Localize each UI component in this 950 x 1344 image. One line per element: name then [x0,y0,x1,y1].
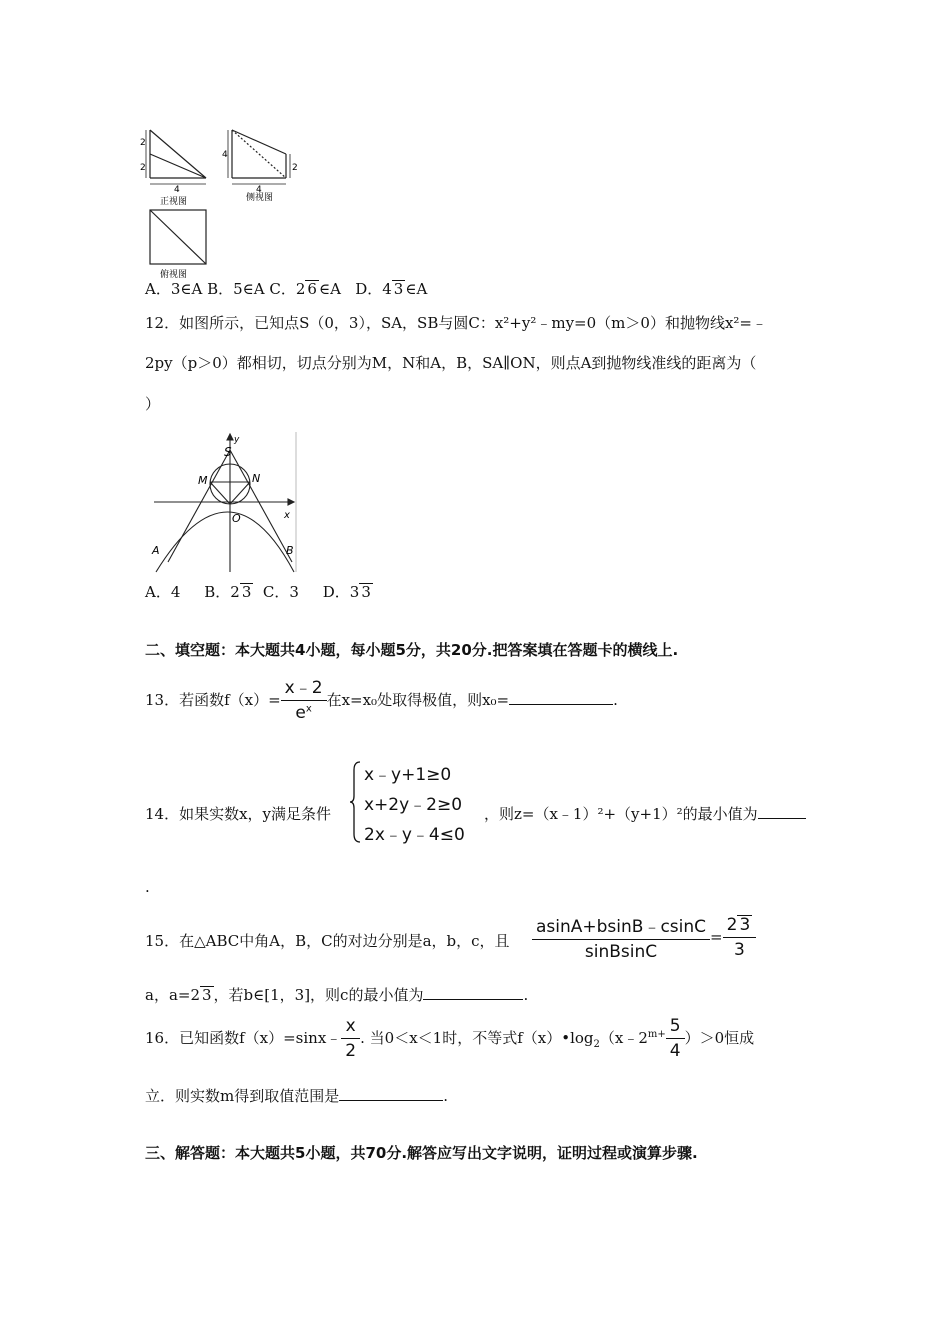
q12-line-3: ） [145,395,161,413]
q13: 13．若函数f（x）= $\frac{x﹣2}{e^x}$ 在x=x₀处取得极值，则x₀= . [145,678,618,724]
side-dim-4h: 4 [256,185,262,195]
q14-prefix: 14．如果实数x，y满足条件 [145,805,332,823]
q12-line-2: 2py（p＞0）都相切，切点分别为M，N和A，B，SA∥ON，则点A到抛物线准线的距离为（ [145,354,757,372]
q14-constraint-3: 2x﹣y﹣4≤0 [364,825,465,845]
q15-prefix: 15．在△ABC中角A，B，C的对边分别是a，b，c，且 [145,932,510,950]
label-s: S [224,445,232,459]
q16-line-1: 16．已知函数f（x）=sinx﹣ $\frac{x}{2}$ . 当0＜x＜1时，不等式$f(x)•\log_2(x﹣2^{m+}$ $\frac{5}{4}$ ）＞0恒成 [145,1016,755,1062]
q15-answer-blank[interactable] [423,985,523,1000]
q14-answer-blank[interactable] [758,804,806,819]
label-a: A [152,544,160,557]
q12-option-a: A．4 [145,583,181,601]
parabola [156,512,294,572]
label-b: B [286,544,294,557]
section-2-heading: 二、填空题：本大题共4小题，每小题5分，共20分.把答案填在答题卡的横线上. [145,641,679,659]
q15-rhs-fraction: $\frac{2 3}{3}$ [723,915,757,960]
q11-option-a: A．3∈A [145,280,203,298]
q12-line-1: 12．如图所示，已知点S（0，3），SA，SB与圆C：x²+y²﹣my=0（m＞0）和抛物线x²=﹣ [145,314,767,332]
q12-option-d: D．3 3 [322,583,371,601]
q14-constraint-1: x﹣y+1≥0 [364,765,452,785]
tangent-circle-parabola-figure [148,432,300,574]
q13-answer-blank[interactable] [509,690,613,705]
front-dim-2a: 2 [140,138,146,148]
q13-fraction: $\frac{x﹣2}{e^x}$ [281,678,327,724]
q12-options [145,583,373,601]
q14-constraints [350,760,480,844]
q15-line-2: a，a=2 3 ，若b∈[1，3]，则c的最小值为 . [145,986,529,1004]
q15-fraction-group: $\frac{asinA+bsinB﹣csinC}{\text{sinBsinC}}$ = $\frac{2 3}{3}$ [532,912,756,962]
label-o: O [232,512,241,525]
front-view [146,130,206,184]
q14-dot: . [145,878,150,896]
label-y: y [234,435,240,445]
front-view-label: 正视图 [160,197,188,207]
section-3-heading: 三、解答题：本大题共5小题，共70分.解答应写出文字说明，证明过程或演算步骤. [145,1144,698,1162]
q16-fraction-2: $\frac{5}{4}$ [666,1016,685,1062]
q11-option-c: C．2 6 ∈A [269,280,341,298]
side-dim-4v: 4 [222,150,228,160]
q14-suffix: ，则z=（x﹣1）²+（y+1）²的最小值为 [484,803,806,824]
q14-constraint-2: x+2y﹣2≥0 [364,795,463,815]
side-dim-2: 2 [292,163,298,173]
top-view-label: 俯视图 [160,270,188,280]
q15-lhs-fraction: $\frac{asinA+bsinB﹣csinC}{\text{sinBsinC}}$ [532,912,710,962]
q12-option-c: C．3 [262,583,299,601]
front-dim-4: 4 [174,185,180,195]
side-view-label: 侧视图 [246,193,274,203]
top-view [150,210,206,264]
front-dim-2b: 2 [140,163,146,173]
label-m: M [198,474,208,487]
label-x: x [284,510,290,521]
label-n: N [252,472,261,485]
q11-option-d: D．4 3 ∈A [355,280,428,298]
q16-answer-blank[interactable] [339,1086,443,1101]
q16-line-2: 立．则实数m得到取值范围是 . [145,1087,449,1105]
side-view [228,130,290,184]
three-views-figure [140,120,310,280]
q16-fraction-1: $\frac{x}{2}$ [341,1016,360,1062]
q11-option-b: B．5∈A [207,280,265,298]
q11-options [145,280,427,298]
q12-option-b: B．2 3 [204,583,252,601]
